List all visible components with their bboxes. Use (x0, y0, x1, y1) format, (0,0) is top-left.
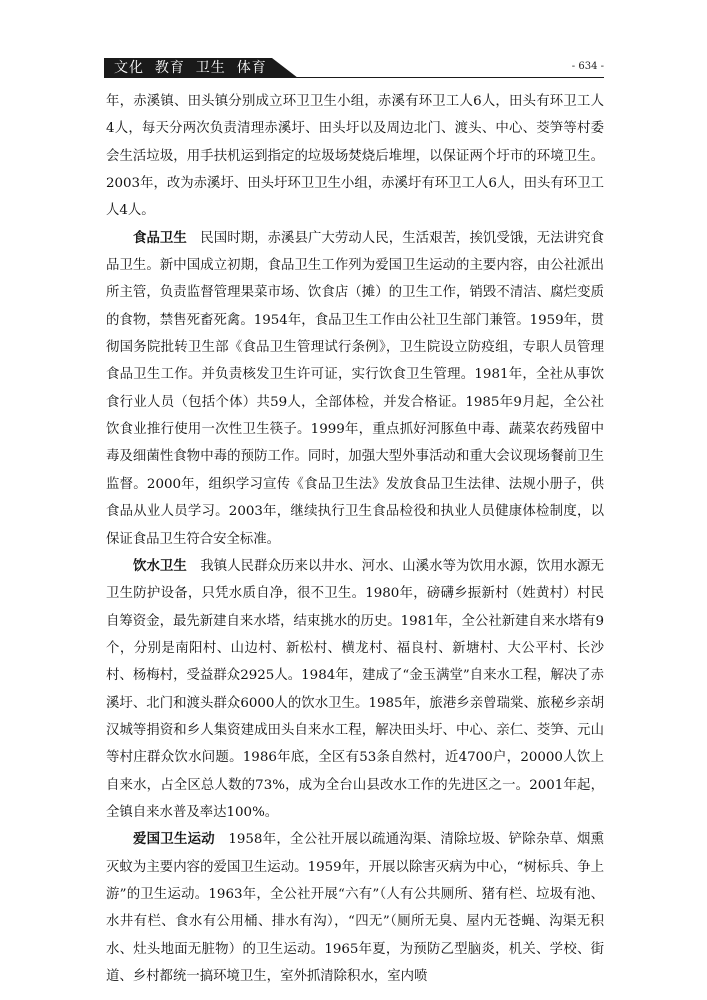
header-rule (294, 77, 604, 78)
paragraph-text: 1958年，全公社开展以疏通沟渠、清除垃圾、铲除杂草、烟熏灭蚊为主要内容的爱国卫生运动。1959年，开展以除害灭病为中心，“树标兵、争上游”的卫生运动。1963年，全公社开展“六有”（人有公共厕所、猪有栏、垃圾有池、水井有栏、食水有公用桶、排水有沟），“四无”（厕所无臭、屋内无苍蝇、沟渠无积水、灶头地面无脏物）的卫生运动。1965年夏，为预防乙型脑炎，机关、学校、街道、乡村都统一搞环境卫生，室外抓清除积水，室内喷 (106, 832, 605, 984)
page-number: - 634 - (571, 61, 604, 72)
paragraph-water-hygiene (106, 553, 604, 826)
paragraph-food-hygiene (106, 225, 604, 553)
paragraph-text: 民国时期，赤溪县广大劳动人民，生活艰苦，挨饥受饿，无法讲究食品卫生。新中国成立初期，食品卫生工作列为爱国卫生运动的主要内容，由公社派出所主管，负责监督管理果菜市场、饮食店（摊）的卫生工作，销毁不清洁、腐烂变质的食物，禁售死畜死禽。1954年，食品卫生工作由公社卫生部门兼管。1959年，贯彻国务院批转卫生部《食品卫生管理试行条例》，卫生院设立防疫组，专职人员管理食品卫生工作。并负责核发卫生许可证，实行饮食卫生管理。1981年，全社从事饮食行业人员（包括个体）共59人，全部体检，并发合格证。1985年9月起，全公社饮食业推行使用一次性卫生筷子。1999年，重点抓好河豚鱼中毒、蔬菜农药残留中毒及细菌性食物中毒的预防工作。同时，加强大型外事活动和重大会议现场餐前卫生监督。2000年，组织学习宣传《食品卫生法》发放食品卫生法律、法规小册子，供食品从业人员学习。2003年，继续执行卫生食品检役和执业人员健康体检制度，以保证食品卫生符合安全标准。 (106, 230, 605, 547)
body-text (106, 88, 604, 990)
heading-food-hygiene: 食品卫生 (133, 230, 187, 246)
paragraph-continuation (106, 88, 604, 225)
section-title: 文化 教育 卫生 体育 (114, 60, 267, 76)
heading-water-hygiene: 饮水卫生 (133, 558, 187, 574)
heading-patriotic-health: 爱国卫生运动 (133, 832, 215, 848)
paragraph-text: 年，赤溪镇、田头镇分别成立环卫卫生小组，赤溪有环卫工人6人，田头有环卫工人4人，每天分两次负责清理赤溪圩、田头圩以及周边北门、渡头、中心、茭笋等村委会生活垃圾，用手扶机运到指定的垃圾场焚烧后堆埋，以保证两个圩市的环境卫生。2003年，改为赤溪圩、田头圩环卫卫生小组，赤溪圩有环卫工人6人，田头有环卫工人4人。 (106, 94, 604, 219)
paragraph-patriotic-health (106, 826, 604, 990)
page-header (104, 58, 604, 78)
paragraph-text: 我镇人民群众历来以井水、河水、山溪水等为饮用水源，饮用水源无卫生防护设备，只凭水质自净，很不卫生。1980年，磅礴乡振新村（姓黄村）村民自筹资金，最先新建自来水塔，结束挑水的历史。1981年，全公社新建自来水塔有9个，分别是南阳村、山边村、新松村、横龙村、福良村、新塘村、大公平村、长沙村、杨梅村，受益群众2925人。1984年，建成了“金玉满堂”自来水工程，解决了赤溪圩、北门和渡头群众6000人的饮水卫生。1985年，旅港乡亲曾瑞棠、旅秘乡亲胡汉城等捐资和乡人集资建成田头自来水工程，解决田头圩、中心、亲仁、茭笋、元山等村庄群众饮水问题。1986年底，全区有53条自然村，近4700户，20000人饮上自来水，占全区总人数的73%，成为全台山县改水工作的先进区之一。2001年起，全镇自来水普及率达100%。 (106, 558, 605, 820)
